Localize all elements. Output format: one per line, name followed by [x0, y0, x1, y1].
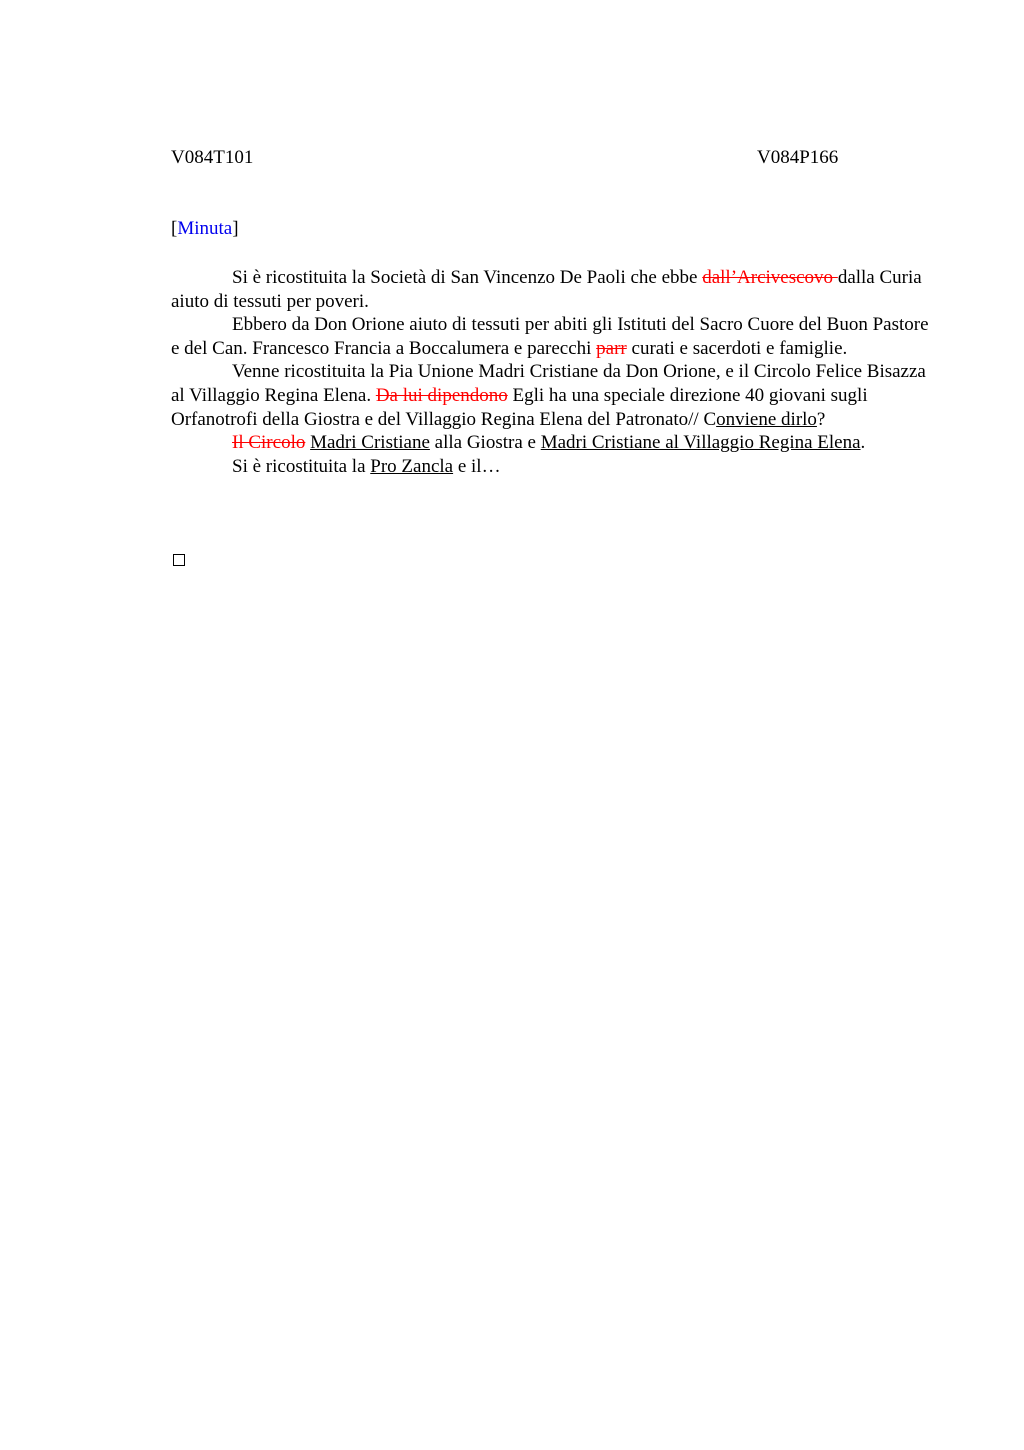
- document-body: [171, 266, 931, 478]
- document-code-right: V084P166: [757, 147, 839, 168]
- underlined-text: Madri Cristiane: [310, 432, 430, 454]
- deleted-text: Da lui dipendono: [375, 384, 508, 406]
- paragraph-2: [171, 313, 931, 360]
- paragraph-text: .: [860, 432, 866, 454]
- heading-close-bracket: ]: [232, 218, 239, 239]
- paragraph-text: Si è ricostituita la: [232, 455, 371, 477]
- heading-label: Minuta: [177, 218, 233, 239]
- paragraph-3: [171, 360, 931, 431]
- paragraph-5: [171, 455, 931, 479]
- paragraph-text: Venne ricostituita la Pia Unione Madri Cristiane da Don Orione, e il Circolo Felice Bisazza al Villaggio Regina Elena.: [171, 361, 926, 406]
- deleted-text: dall’Arcivescovo: [702, 267, 838, 288]
- underlined-text: onviene dirlo: [716, 408, 817, 430]
- heading-open-bracket: [: [171, 218, 178, 239]
- paragraph-1: [171, 266, 931, 313]
- minuta-heading: [171, 218, 239, 240]
- deleted-text: parr: [596, 337, 627, 359]
- paragraph-text: Ebbero da Don Orione aiuto di tessuti per abiti gli Istituti del Sacro Cuore del Buon Pastore e del Can. Francesco Francia a Boccalumera e parecchi: [171, 314, 929, 359]
- paragraph-text: Si è ricostituita la Società di San Vincenzo De Paoli che ebbe: [232, 267, 703, 288]
- paragraph-text: e il…: [453, 455, 501, 477]
- deleted-text: Il Circolo: [232, 432, 306, 454]
- paragraph-text: Egli ha una speciale direzione 40 giovani sugli Orfanotrofi della Giostra e del Villaggio Regina Elena del Patronato// C: [171, 384, 868, 430]
- paragraph-text: alla Giostra e: [429, 432, 541, 454]
- paragraph-text: curati e sacerdoti e famiglie.: [626, 337, 848, 359]
- paragraph-text: ?: [816, 408, 826, 430]
- underlined-text: Madri Cristiane al Villaggio Regina Elena: [540, 432, 861, 454]
- paragraph-4: [171, 431, 931, 455]
- paragraph-text: dalla Curia aiuto di tessuti per poveri.: [171, 267, 922, 312]
- document-code-left: V084T101: [171, 147, 254, 168]
- checkbox-square-icon: [173, 554, 185, 566]
- underlined-text: Pro Zancla: [370, 455, 454, 477]
